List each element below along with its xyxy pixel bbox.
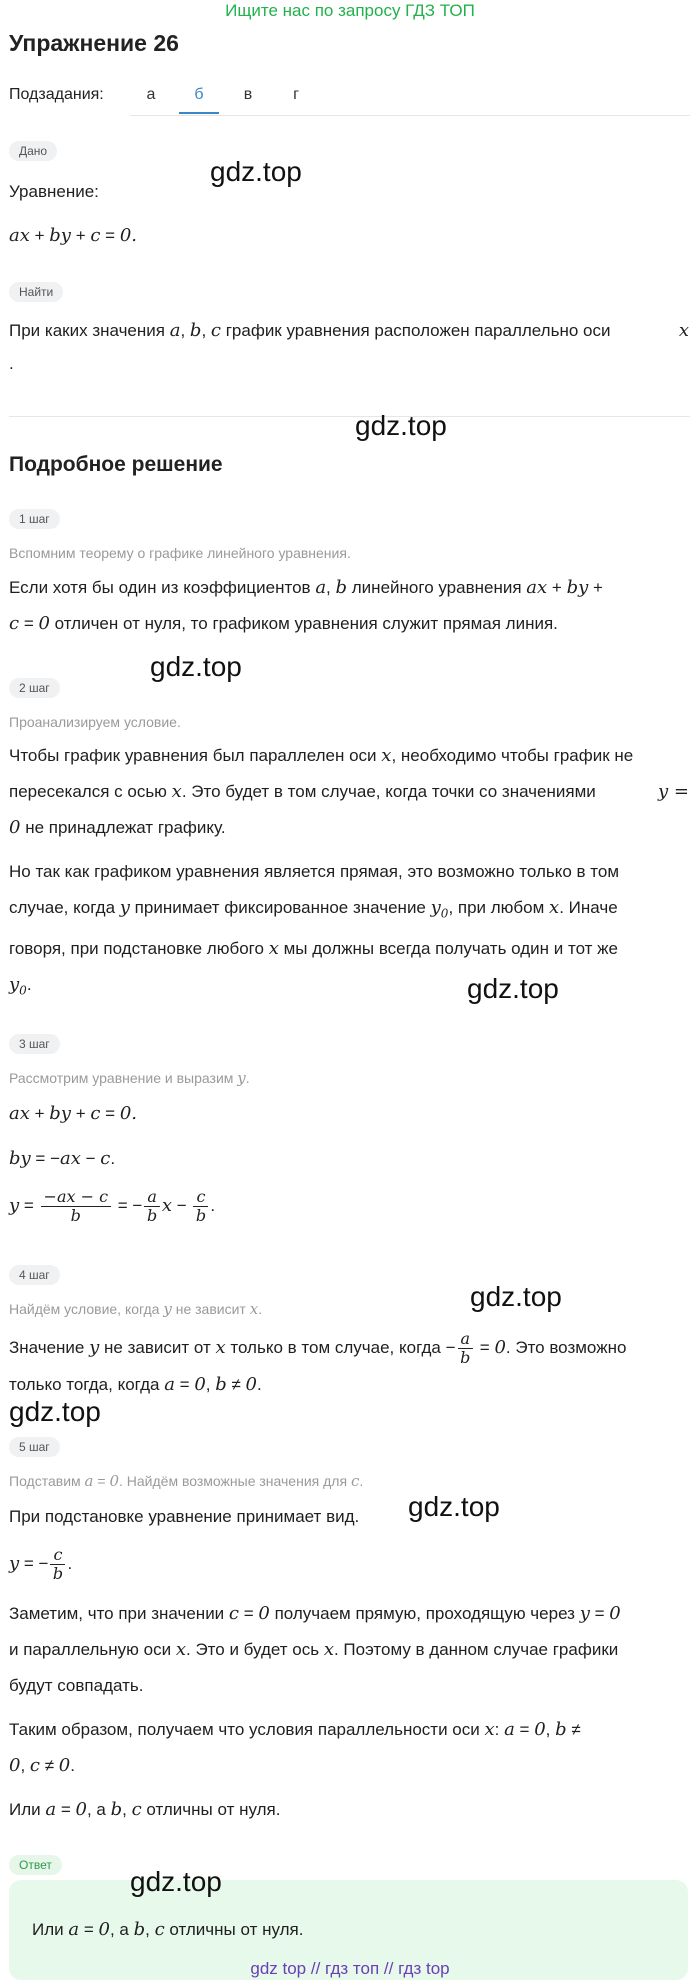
step5-p2: Заметим, что при значении c = 0 получаем прямую, проходящую через y = 0 и параллельную оси x. Это и будет ось x. Поэтому в данном случае графики будут совпадать.: [9, 1603, 621, 1695]
step2-badge: 2 шаг: [9, 678, 60, 698]
given-label: Уравнение:: [9, 182, 99, 201]
step4-badge: 4 шаг: [9, 1265, 60, 1285]
find-badge: Найти: [9, 282, 63, 302]
watermark: gdz.top: [408, 1491, 500, 1522]
footer-link[interactable]: гдз топ: [325, 1959, 380, 1978]
tabs-underline: [130, 115, 690, 116]
answer-badge: Ответ: [9, 1855, 62, 1875]
tab-a[interactable]: а: [146, 86, 156, 103]
footer-separator: //: [310, 1959, 321, 1978]
step2-paragraph1: Чтобы график уравнения был параллелен оси x, необходимо чтобы график не пересекался с осью x. Это будет в том случае, когда точки со значениями y = 0 не принадлежат графику.: [9, 745, 689, 838]
step4-text: Значение y не зависит от x только в том случае, когда − $\frac{a}{b}$ = 0. Это возможно только тогда, когда a = 0, b ≠ 0.: [9, 1329, 627, 1396]
tab-v[interactable]: в: [243, 86, 253, 103]
step3-eq3: y = $\frac{-ax - c}{b}$ = − $\frac{a}{b}$ x − $\frac{c}{b}$ .: [9, 1187, 216, 1226]
step5-eq: y = − $\frac{c}{b}$ .: [9, 1545, 73, 1584]
footer-link[interactable]: gdz top: [250, 1959, 307, 1978]
step5-p1: При подстановке уравнение принимает вид.: [9, 1507, 360, 1526]
step2-paragraph2: Но так как графиком уравнения является прямая, это возможно только в том случае, когда y принимает фиксированное значение $y_0$, при любом x. Иначе говоря, при подстановке любого x мы должны всегда получать один и тот же $y_0$.: [9, 862, 620, 998]
watermark: gdz.top: [130, 1866, 222, 1897]
promo-banner[interactable]: Ищите нас по запросу ГДЗ ТОП: [225, 1, 475, 20]
watermark: gdz.top: [210, 156, 302, 187]
step3-badge: 3 шаг: [9, 1034, 60, 1054]
watermark: gdz.top: [467, 973, 559, 1004]
step5-p4: Или a = 0, а b, c отличны от нуля.: [9, 1799, 281, 1820]
step3-eq1: ax + by + c = 0.: [9, 1103, 137, 1124]
footer-separator: //: [383, 1959, 394, 1978]
step1-hint: Вспомним теорему о графике линейного уравнения.: [9, 545, 351, 561]
step3-hint: Рассмотрим уравнение и выразим y.: [9, 1069, 250, 1087]
find-text: При каких значения a, b, c график уравнения расположен параллельно оси x: [9, 320, 689, 341]
given-equation: ax + by + c = 0.: [9, 225, 137, 246]
watermark: gdz.top: [355, 410, 447, 441]
step5-badge: 5 шаг: [9, 1437, 60, 1457]
step5-p3: Таким образом, получаем что условия параллельности оси x: a = 0, b ≠ 0, c ≠ 0.: [9, 1719, 581, 1776]
answer-text: Или a = 0, а b, c отличны от нуля.: [32, 1919, 304, 1940]
subtasks-label: Подзадания:: [9, 86, 104, 103]
watermark: gdz.top: [470, 1281, 562, 1312]
tab-b[interactable]: б: [179, 86, 219, 114]
footer-links: [0, 1959, 700, 1979]
solution-title: Подробное решение: [9, 453, 223, 476]
given-badge: Дано: [9, 141, 57, 161]
step2-hint: Проанализируем условие.: [9, 714, 181, 730]
separator: [9, 416, 690, 417]
watermark: gdz.top: [9, 1396, 101, 1427]
tab-g[interactable]: г: [293, 86, 299, 103]
find-dot: .: [9, 354, 14, 373]
step1-badge: 1 шаг: [9, 509, 60, 529]
step5-hint: Подставим a = 0. Найдём возможные значения для c.: [9, 1472, 364, 1490]
watermark: gdz.top: [150, 651, 242, 682]
page-title: Упражнение 26: [9, 30, 179, 56]
footer-link[interactable]: гдз top: [398, 1959, 450, 1978]
step1-text: Если хотя бы один из коэффициентов a, b линейного уравнения ax + by + c = 0 отличен от нуля, то графиком уравнения служит прямая линия.: [9, 577, 603, 634]
step3-eq2: by = −ax − c.: [9, 1148, 116, 1169]
step4-hint: Найдём условие, когда y не зависит x.: [9, 1300, 263, 1318]
